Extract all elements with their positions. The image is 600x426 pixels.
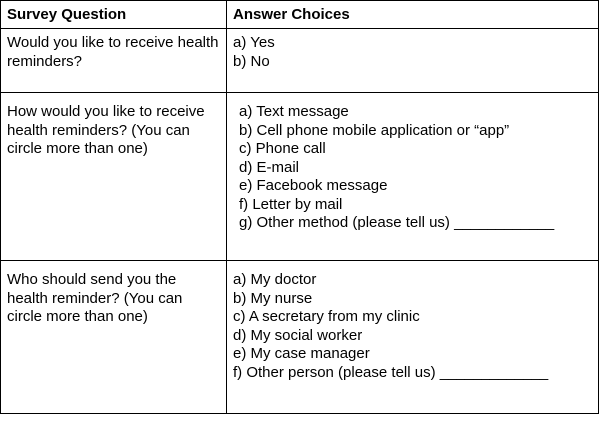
answer-choice: b) My nurse <box>233 289 313 307</box>
question-cell <box>1 93 227 261</box>
answer-choice: a) Yes <box>233 34 275 51</box>
answer-choice: a) Text message <box>239 103 349 120</box>
answer-choice: g) Other method (please tell us) ____________ <box>239 214 555 231</box>
header-row <box>1 1 599 29</box>
question-text: Would you like to receive health reminders? <box>7 34 219 70</box>
answer-choice: e) Facebook message <box>239 177 388 194</box>
answer-choice: e) My case manager <box>233 345 370 362</box>
answer-cell <box>227 261 599 414</box>
answer-choice: b) No <box>233 52 270 70</box>
answer-choice: d) E-mail <box>239 158 300 176</box>
answer-cell <box>227 29 599 93</box>
answer-choice: c) A secretary from my clinic <box>233 308 420 325</box>
table-row <box>1 93 599 261</box>
answer-cell <box>227 93 599 261</box>
answer-choice: d) My social worker <box>233 326 363 344</box>
question-text: How would you like to receive health reminders? (You can circle more than one) <box>7 103 205 157</box>
table-row <box>1 29 599 93</box>
question-cell <box>1 261 227 414</box>
table-row <box>1 261 599 414</box>
header-survey-question: Survey Question <box>1 1 227 29</box>
answer-choice: b) Cell phone mobile application or “app” <box>239 121 510 139</box>
answer-choice: c) Phone call <box>239 140 326 157</box>
question-text: Who should send you the health reminder? (You can circle more than one) <box>7 271 183 325</box>
answer-choice: f) Other person (please tell us) _____________ <box>233 363 549 381</box>
answer-choice: f) Letter by mail <box>239 195 343 213</box>
answer-choice: a) My doctor <box>233 271 317 288</box>
header-answer-choices: Answer Choices <box>227 1 599 29</box>
question-cell <box>1 29 227 93</box>
